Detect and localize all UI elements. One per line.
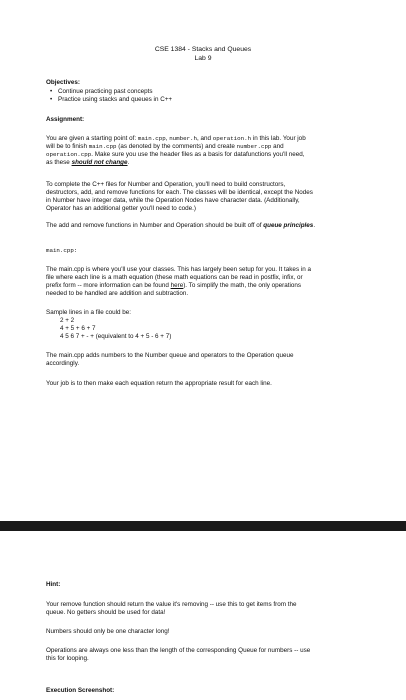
maincpp-paragraph-line: Your job is to then make each equation return the appropriate result for each line. <box>46 380 272 387</box>
document-title: CSE 1384 - Stacks and Queues <box>154 46 252 53</box>
assignment-paragraph-line: in Number have integer data, while the Operation Nodes have character data. (Additionally, <box>46 197 300 204</box>
maincpp-paragraph-line: The main.cpp adds numbers to the Number queue and operators to the Operation queue <box>46 352 294 359</box>
hint-heading: Hint: <box>46 581 61 588</box>
hint-paragraph-line: Operations are always one less than the length of the corresponding Queue for numbers -- use <box>46 647 311 654</box>
maincpp-heading: main.cpp: <box>46 247 78 254</box>
assignment-paragraph-line: To complete the C++ files for Number and Operation, you'll need to build constructors, <box>46 181 286 188</box>
text-run: and <box>271 143 284 150</box>
text-run: , and <box>197 135 213 142</box>
sample-heading: Sample lines in a file could be: <box>46 309 132 316</box>
page-divider-bar <box>0 521 406 531</box>
hint-paragraph-line: queue. No getters should be used for data! <box>46 609 166 616</box>
maincpp-paragraph-line: accordingly. <box>46 360 80 367</box>
execution-heading: Execution Screenshot: <box>46 687 115 694</box>
text-run: The add and remove functions in Number and Operation should be built off of <box>46 222 264 229</box>
objective-item: • Continue practicing past concepts <box>58 88 153 96</box>
objective-item: • Practice using stacks and queues in C++ <box>58 96 172 104</box>
maincpp-paragraph-line: needed to be handled are addition and subtraction. <box>46 290 189 297</box>
maincpp-paragraph-line: file where each line is a math equation (these math equations can be read in postfix, infix, or <box>46 274 303 281</box>
assignment-paragraph-line <box>46 159 364 167</box>
objectives-heading: Objectives: <box>46 79 80 86</box>
text-run: in this lab. Your job <box>251 135 306 142</box>
sample-line: 4 5 6 7 + - + (equivalent to 4 + 5 - 6 + 7) <box>60 333 172 340</box>
maincpp-paragraph-line: The main.cpp is where you'll use your classes. This has largely been setup for you. It takes in a <box>46 266 311 273</box>
code-filename: operation.cpp <box>46 151 92 158</box>
assignment-paragraph-line: destructors, add, and remove functions for each. The classes will be identical, except the Nodes <box>46 189 313 196</box>
assignment-heading: Assignment: <box>46 116 85 123</box>
hint-paragraph-line: Your remove function should return the value it's removing -- use this to get items from the <box>46 601 297 608</box>
text-run: . <box>127 159 130 166</box>
text-run: as these <box>46 159 72 166</box>
text-run: . Make sure you use the header files as a basis for datafunctions you'll need, <box>91 151 305 158</box>
text-run: (as denoted by the comments) and create <box>116 143 237 150</box>
hint-paragraph-line: this for looping. <box>46 655 89 662</box>
here-link[interactable]: here <box>170 282 184 289</box>
text-run: prefix form -- more information can be found <box>46 282 171 289</box>
document-page-2 <box>0 531 406 700</box>
text-run: ). To simplify the math, the only operations <box>183 282 302 289</box>
code-filename: operation.h <box>212 135 252 142</box>
document-subtitle: Lab 9 <box>194 55 212 62</box>
assignment-paragraph-line: The add and remove functions in Number and Operation should be built off of queue principles. <box>46 222 316 229</box>
code-filename: number.h <box>169 135 198 142</box>
assignment-paragraph-line: Operator has an additional getter you'll need to code.) <box>46 205 196 212</box>
code-filename: main.cpp <box>88 143 117 150</box>
emphasis-text: should not change <box>71 159 128 166</box>
hint-paragraph-line: Numbers should only be one character long! <box>46 628 170 635</box>
sample-line: 2 + 2 <box>60 317 75 324</box>
code-filename: main.cpp <box>137 135 166 142</box>
emphasis-text: queue principles <box>263 222 314 229</box>
code-filename: number.cpp <box>236 143 272 150</box>
text-run: will be to finish <box>46 143 89 150</box>
text-run: , <box>165 135 170 142</box>
text-run: You are given a starting point of: <box>46 135 138 142</box>
sample-line: 4 + 5 + 6 + 7 <box>60 325 96 332</box>
